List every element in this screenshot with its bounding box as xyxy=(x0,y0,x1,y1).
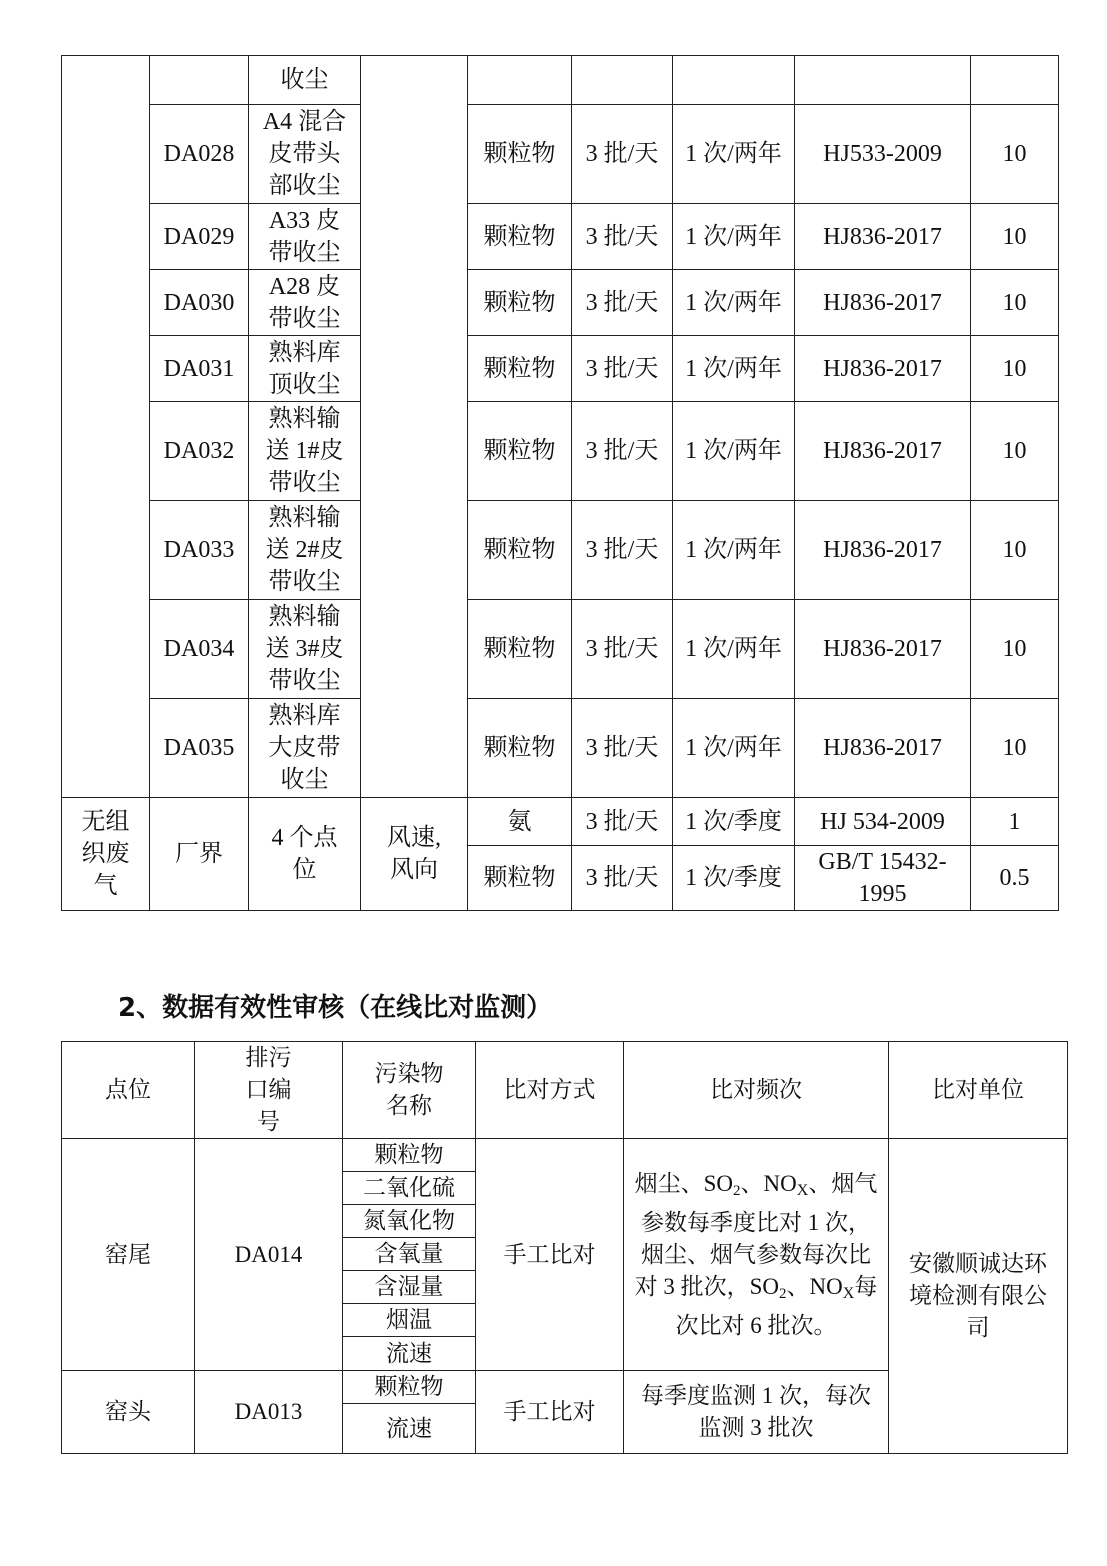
limit: 10 xyxy=(971,600,1059,699)
batches: 3 批/天 xyxy=(572,204,673,270)
standard: HJ836-2017 xyxy=(795,336,971,402)
pollutant: 颗粒物 xyxy=(468,600,572,699)
table-row xyxy=(62,402,1059,501)
outlet-id: DA031 xyxy=(150,336,249,402)
standard: HJ836-2017 xyxy=(795,270,971,336)
outlet-name: A28 皮带收尘 xyxy=(249,270,361,336)
category-cell xyxy=(62,56,150,798)
table-row xyxy=(62,56,1059,105)
header-unit: 比对单位 xyxy=(889,1042,1068,1139)
outlet-id: DA028 xyxy=(150,105,249,204)
limit: 1 xyxy=(971,798,1059,846)
frequency: 1 次/两年 xyxy=(673,501,795,600)
pollutant: 氮氧化物 xyxy=(343,1205,476,1238)
standard: HJ836-2017 xyxy=(795,699,971,798)
table-row xyxy=(62,1139,1068,1172)
batches: 3 批/天 xyxy=(572,699,673,798)
frequency: 1 次/季度 xyxy=(673,846,795,911)
pollutant: 颗粒物 xyxy=(468,204,572,270)
table-row xyxy=(62,105,1059,204)
pollutant: 颗粒物 xyxy=(468,501,572,600)
outlet-id: DA035 xyxy=(150,699,249,798)
pollutant: 颗粒物 xyxy=(468,105,572,204)
header-method: 比对方式 xyxy=(476,1042,624,1139)
outlet-name: 熟料输送 2#皮带收尘 xyxy=(249,501,361,600)
standard: HJ836-2017 xyxy=(795,501,971,600)
limit: 0.5 xyxy=(971,846,1059,911)
table-row xyxy=(62,600,1059,699)
header-point: 点位 xyxy=(62,1042,195,1139)
table-row xyxy=(62,501,1059,600)
params-cell xyxy=(361,56,468,798)
batches: 3 批/天 xyxy=(572,105,673,204)
fugitive-params: 风速,风向 xyxy=(361,798,468,911)
outlet-name: 熟料库顶收尘 xyxy=(249,336,361,402)
monitoring-table xyxy=(61,55,1059,911)
frequency: 每季度监测 1 次，每次监测 3 批次 xyxy=(624,1371,889,1454)
pollutant: 氨 xyxy=(468,798,572,846)
pollutant: 颗粒物 xyxy=(468,402,572,501)
point: 窑头 xyxy=(62,1371,195,1454)
pollutant: 颗粒物 xyxy=(468,846,572,911)
limit: 10 xyxy=(971,270,1059,336)
outlet-name: A4 混合皮带头部收尘 xyxy=(249,105,361,204)
standard: HJ836-2017 xyxy=(795,204,971,270)
table-row xyxy=(62,699,1059,798)
table-row xyxy=(62,798,1059,846)
outlet-id: DA033 xyxy=(150,501,249,600)
pollutant: 颗粒物 xyxy=(343,1371,476,1404)
comparison-unit: 安徽顺诚达环境检测有限公司 xyxy=(889,1139,1068,1454)
outlet-id: DA030 xyxy=(150,270,249,336)
pollutant: 二氧化硫 xyxy=(343,1172,476,1205)
point: 窑尾 xyxy=(62,1139,195,1371)
outlet-name: 熟料库大皮带收尘 xyxy=(249,699,361,798)
frequency: 1 次/两年 xyxy=(673,204,795,270)
comparison-table xyxy=(61,1041,1068,1454)
batches: 3 批/天 xyxy=(572,501,673,600)
pollutant: 流速 xyxy=(343,1404,476,1454)
header-frequency: 比对频次 xyxy=(624,1042,889,1139)
outlet-name: A33 皮带收尘 xyxy=(249,204,361,270)
frequency xyxy=(624,1139,889,1371)
header-row xyxy=(62,1042,1068,1139)
batches: 3 批/天 xyxy=(572,270,673,336)
header-outlet: 排污口编号 xyxy=(195,1042,343,1139)
table-row xyxy=(62,270,1059,336)
pollutant: 烟温 xyxy=(343,1304,476,1337)
section-heading: 2、数据有效性审核（在线比对监测） xyxy=(118,993,553,1023)
standard: HJ836-2017 xyxy=(795,600,971,699)
fugitive-points: 4 个点位 xyxy=(249,798,361,911)
outlet-id: DA032 xyxy=(150,402,249,501)
outlet-id: DA013 xyxy=(195,1371,343,1454)
pollutant: 含湿量 xyxy=(343,1271,476,1304)
limit: 10 xyxy=(971,402,1059,501)
pollutant: 颗粒物 xyxy=(468,270,572,336)
limit: 10 xyxy=(971,105,1059,204)
batches: 3 批/天 xyxy=(572,402,673,501)
fugitive-category: 无组织废气 xyxy=(62,798,150,911)
batches: 3 批/天 xyxy=(572,336,673,402)
batches: 3 批/天 xyxy=(572,846,673,911)
pollutant: 流速 xyxy=(343,1337,476,1371)
batches: 3 批/天 xyxy=(572,600,673,699)
batches: 3 批/天 xyxy=(572,798,673,846)
standard: HJ533-2009 xyxy=(795,105,971,204)
limit: 10 xyxy=(971,501,1059,600)
frequency: 1 次/季度 xyxy=(673,798,795,846)
standard: HJ836-2017 xyxy=(795,402,971,501)
limit: 10 xyxy=(971,699,1059,798)
outlet-id: DA034 xyxy=(150,600,249,699)
standard: HJ 534-2009 xyxy=(795,798,971,846)
outlet-name-cell: 收尘 xyxy=(249,56,361,105)
table-row xyxy=(62,204,1059,270)
outlet-name: 熟料输送 3#皮带收尘 xyxy=(249,600,361,699)
frequency: 1 次/两年 xyxy=(673,336,795,402)
fugitive-location: 厂界 xyxy=(150,798,249,911)
frequency: 1 次/两年 xyxy=(673,270,795,336)
header-pollutant: 污染物名称 xyxy=(343,1042,476,1139)
outlet-id-cell xyxy=(150,56,249,105)
pollutant: 颗粒物 xyxy=(343,1139,476,1172)
outlet-id: DA014 xyxy=(195,1139,343,1371)
limit: 10 xyxy=(971,204,1059,270)
table-row xyxy=(62,336,1059,402)
frequency: 1 次/两年 xyxy=(673,600,795,699)
frequency: 1 次/两年 xyxy=(673,699,795,798)
pollutant: 含氧量 xyxy=(343,1238,476,1271)
pollutant: 颗粒物 xyxy=(468,699,572,798)
outlet-name: 熟料输送 1#皮带收尘 xyxy=(249,402,361,501)
frequency-text: 烟尘、$SO_2$、$NO_X$、烟气参数每季度比对 1 次，烟尘、烟气参数每次比对 3 批次，$SO_2$、$NO_X$每次比对 6 批次。 xyxy=(634,1170,878,1338)
pollutant: 颗粒物 xyxy=(468,336,572,402)
method: 手工比对 xyxy=(476,1139,624,1371)
frequency: 1 次/两年 xyxy=(673,402,795,501)
outlet-id: DA029 xyxy=(150,204,249,270)
frequency: 1 次/两年 xyxy=(673,105,795,204)
method: 手工比对 xyxy=(476,1371,624,1454)
standard: GB/T 15432-1995 xyxy=(795,846,971,911)
limit: 10 xyxy=(971,336,1059,402)
